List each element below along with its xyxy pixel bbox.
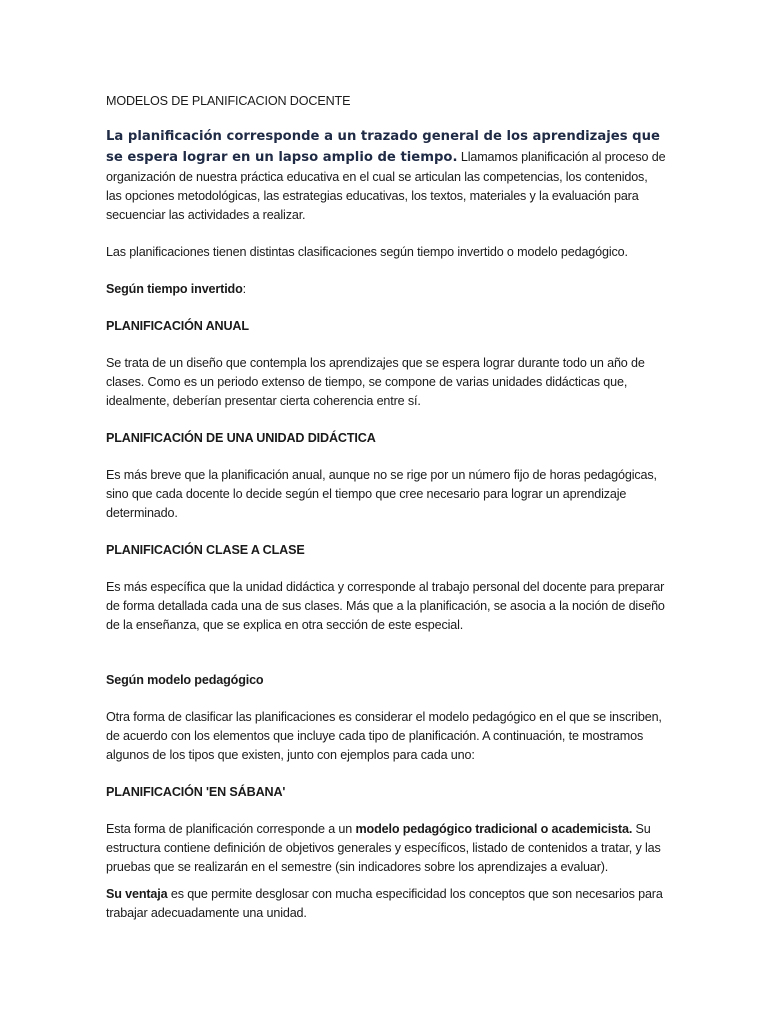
class-by-class-paragraph: Es más específica que la unidad didáctica y corresponde al trabajo personal del docente para preparar de forma detallada cada una de sus clases. Más que a la planificación, se asocia a la noción de diseño de la enseñanza, que se explica en otra sección de este especial. bbox=[106, 580, 665, 632]
section-model-paragraph: Otra forma de clasificar las planificaciones es considerar el modelo pedagógico en el que se inscriben, de acuerdo con los elementos que incluye cada tipo de planificación. A continuación, te mostramos algunos de los tipos que existen, junto con ejemplos para cada uno: bbox=[106, 710, 662, 762]
sabana-text-bold: modelo pedagógico tradicional o academicista. bbox=[355, 822, 633, 836]
unit-heading: PLANIFICACIÓN DE UNA UNIDAD DIDÁCTICA bbox=[106, 431, 376, 445]
classification-paragraph: Las planificaciones tienen distintas clasificaciones según tiempo invertido o modelo pedagógico. bbox=[106, 245, 628, 259]
sabana-advantage-text: es que permite desglosar con mucha especificidad los conceptos que son necesarios para trabajar adecuadamente una unidad. bbox=[106, 887, 663, 920]
sabana-heading: PLANIFICACIÓN 'EN SÁBANA' bbox=[106, 785, 286, 799]
annual-heading: PLANIFICACIÓN ANUAL bbox=[106, 319, 249, 333]
class-by-class-heading: PLANIFICACIÓN CLASE A CLASE bbox=[106, 543, 305, 557]
unit-paragraph: Es más breve que la planificación anual, aunque no se rige por un número fijo de horas pedagógicas, sino que cada docente lo decide según el tiempo que cree necesario para lograr un aprendizaje determinado. bbox=[106, 468, 657, 520]
sabana-advantage-bold: Su ventaja bbox=[106, 887, 168, 901]
intro-lead-text: La planificación corresponde a un trazado general de los aprendizajes que se espera lograr en un lapso amplio de tiempo. bbox=[106, 129, 660, 165]
annual-paragraph: Se trata de un diseño que contempla los aprendizajes que se espera lograr durante todo un año de clases. Como es un periodo extenso de tiempo, se compone de varias unidades didácticas que, idealmente, deberían presentar cierta coherencia entre sí. bbox=[106, 356, 645, 408]
section-time-heading bbox=[106, 280, 666, 299]
sabana-paragraph bbox=[106, 820, 666, 877]
section-model-heading: Según modelo pedagógico bbox=[106, 673, 264, 687]
sabana-advantage-paragraph bbox=[106, 885, 666, 923]
intro-body-text: Llamamos planificación al proceso de organización de nuestra práctica educativa en el cual se articulan las competencias, los contenidos, las opciones metodológicas, las estrategias educativas, los textos, materiales y la evaluación para secuenciar las actividades a realizar. bbox=[106, 150, 666, 222]
intro-paragraph bbox=[106, 126, 666, 225]
document-page bbox=[106, 92, 666, 923]
sabana-text-after: Su estructura contiene definición de objetivos generales y específicos, listado de contenidos a tratar, y las pruebas que se realizarán en el semestre (sin indicadores sobre los aprendizajes a evaluar). bbox=[106, 822, 661, 874]
section-time-heading-label: Según tiempo invertido bbox=[106, 282, 243, 296]
sabana-text-before: Esta forma de planificación corresponde a un bbox=[106, 822, 356, 836]
document-title: MODELOS DE PLANIFICACION DOCENTE bbox=[106, 94, 351, 108]
section-time-heading-colon: : bbox=[242, 282, 246, 296]
